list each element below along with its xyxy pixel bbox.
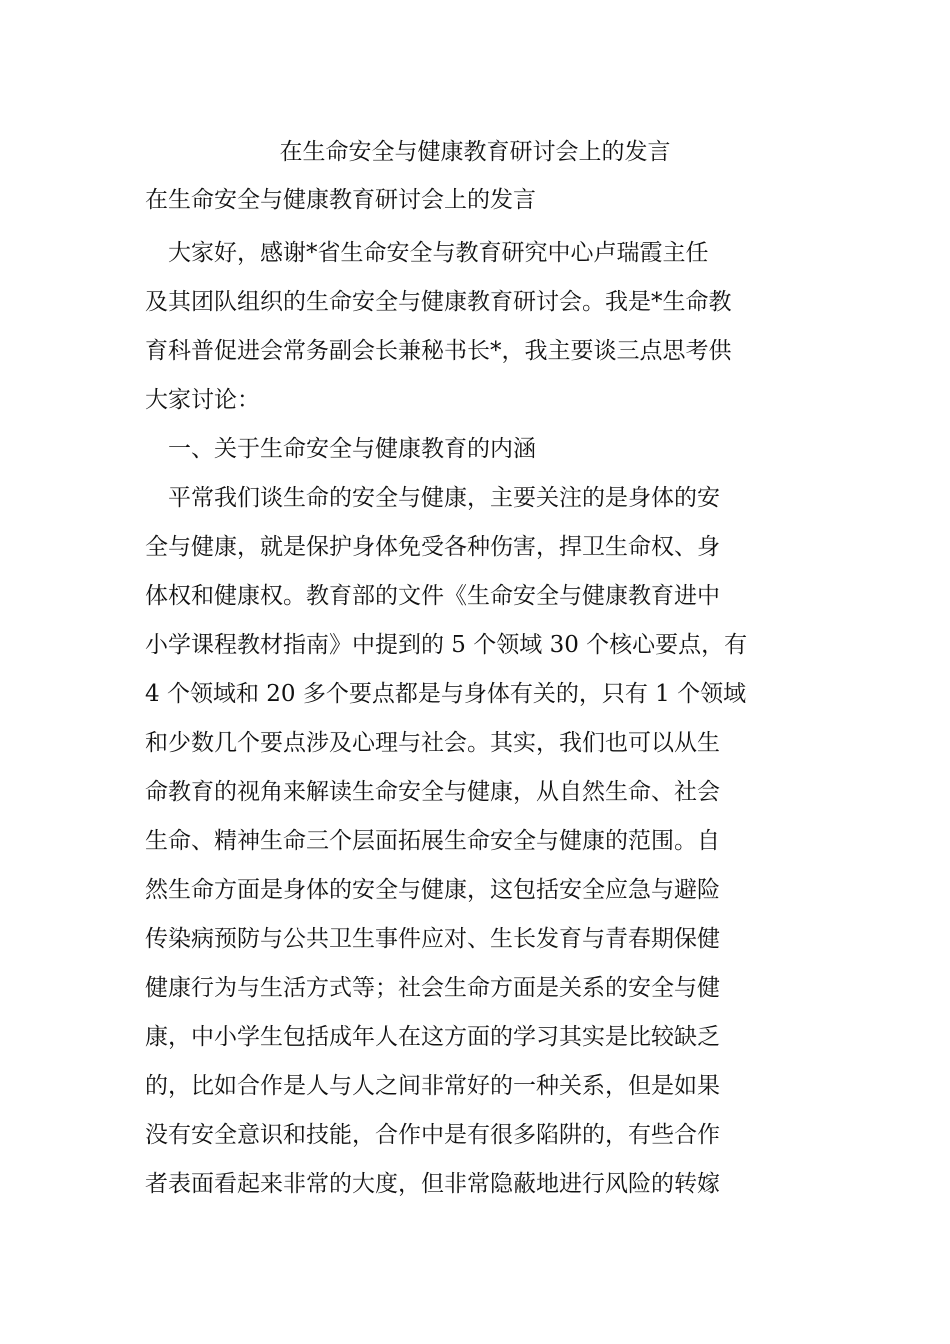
text-line: 平常我们谈生命的安全与健康，主要关注的是身体的安 [145, 485, 720, 511]
text-line: 传染病预防与公共卫生事件应对、生长发育与青春期保健 [145, 926, 720, 952]
text-line: 及其团队组织的生命安全与健康教育研讨会。我是*生命教 [145, 289, 732, 315]
text-line: 育科普促进会常务副会长兼秘书长*，我主要谈三点思考供 [145, 338, 732, 364]
text-line: 体权和健康权。教育部的文件《生命安全与健康教育进中 [145, 583, 720, 609]
text-line: 的，比如合作是人与人之间非常好的一种关系，但是如果 [145, 1073, 720, 1099]
text-line: 大家好，感谢*省生命安全与教育研究中心卢瑞霞主任 [145, 240, 709, 266]
text-line: 没有安全意识和技能，合作中是有很多陷阱的，有些合作 [145, 1122, 720, 1148]
text-line: 生命、精神生命三个层面拓展生命安全与健康的范围。自 [145, 828, 720, 854]
text-line: 健康行为与生活方式等；社会生命方面是关系的安全与健 [145, 975, 720, 1001]
text-line: 大家讨论： [145, 387, 260, 413]
text-line: 康，中小学生包括成年人在这方面的学习其实是比较缺乏 [145, 1024, 720, 1050]
text-line: 和少数几个要点涉及心理与社会。其实，我们也可以从生 [145, 730, 720, 756]
document-body [145, 229, 805, 1209]
document-subtitle: 在生命安全与健康教育研讨会上的发言 [145, 187, 536, 213]
text-line: 命教育的视角来解读生命安全与健康，从自然生命、社会 [145, 779, 720, 805]
text-line: 4 个领域和 20 多个要点都是与身体有关的，只有 1 个领域 [145, 681, 747, 707]
text-line: 小学课程教材指南》中提到的 5 个领域 30 个核心要点，有 [145, 632, 748, 658]
text-line: 然生命方面是身体的安全与健康，这包括安全应急与避险 [145, 877, 720, 903]
text-line: 全与健康，就是保护身体免受各种伤害，捍卫生命权、身 [145, 534, 720, 560]
section-heading: 一、关于生命安全与健康教育的内涵 [145, 436, 536, 462]
document-title: 在生命安全与健康教育研讨会上的发言 [279, 139, 671, 165]
text-line: 者表面看起来非常的大度，但非常隐蔽地进行风险的转嫁 [145, 1171, 720, 1197]
